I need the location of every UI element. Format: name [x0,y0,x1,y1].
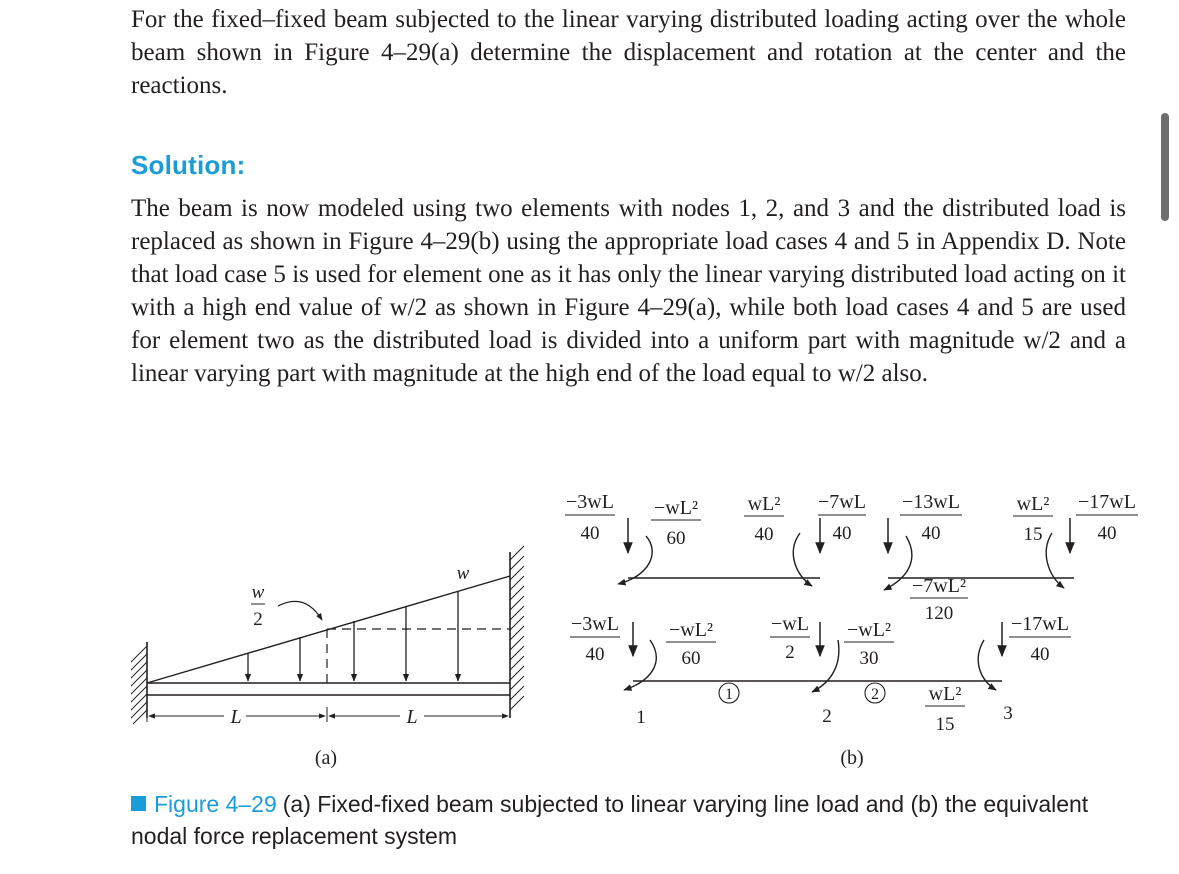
c-f3-num: −17wL [1011,613,1069,635]
part-b-label: (b) [840,747,864,769]
load-left-denominator: 2 [253,609,263,630]
part-b [618,518,1074,703]
c-m1-num: −wL² [669,619,713,641]
beam-diagram [120,470,1160,775]
e1-m2-num: wL² [747,493,781,515]
element-1-label: 1 [725,686,733,703]
figure-4-29 [120,470,1160,780]
part-b-labels [565,491,1138,769]
e1-f2-num: −7wL [818,491,866,513]
figure-caption [131,788,1121,852]
c-f2-den: 2 [785,642,795,663]
span-right-label: L [406,706,418,728]
caption-figure-label: Figure 4–29 [154,791,277,817]
c-m2-num: −wL² [847,619,891,641]
e1-f1-num: −3wL [566,491,614,513]
e1-f1-den: 40 [580,523,600,544]
c-f2-num: −wL [771,613,809,635]
c-m3-num: wL² [928,683,962,705]
e1-m1-den: 60 [666,528,686,549]
c-f1-den: 40 [585,644,605,665]
solution-heading: Solution: [131,150,246,180]
span-left-label: L [230,706,242,728]
part-a-label: (a) [314,747,338,769]
load-right-label: w [456,563,470,584]
e1-f2-den: 40 [832,523,852,544]
scrollbar-thumb[interactable] [1161,113,1169,221]
c-m3-den: 15 [935,714,955,735]
solution-paragraph: The beam is now modeled using two elements with nodes 1, 2, and 3 and the distributed load is replaced as shown in Figure 4–29(b) using the appropriate load cases 4 and 5 in Appendix D. Note that load case 5 is used for element one as it has only the linear varying distributed load acting on it with a high end value of w/2 as shown in Figure 4–29(a), while both load cases 4 and 5 are used for element two as the distributed load is divided into a uniform part with magnitude w/2 and a linear varying part with magnitude at the high end of the load equal to w/2 also. [131,195,1126,387]
c-f1-num: −3wL [571,613,619,635]
element-2-label: 2 [871,686,879,703]
e2-m1-num: −7wL² [912,575,966,597]
e1-m1-num: −wL² [654,497,698,519]
node-3-label: 3 [1003,703,1013,724]
e2-m1-den: 120 [924,603,954,624]
c-m1-den: 60 [681,648,701,669]
node-2-label: 2 [822,706,832,727]
part-a-labels [229,563,469,769]
caption-square-icon [131,796,146,811]
problem-statement: For the fixed–fixed beam subjected to the linear varying distributed loading acting over the whole beam shown in Figure 4–29(a) determine the displacement and rotation at the center and the reactions. [131,6,1126,99]
c-f3-den: 40 [1030,644,1050,665]
e2-f2-num: −17wL [1078,491,1136,513]
e2-f1-num: −13wL [902,491,960,513]
node-1-label: 1 [636,707,646,728]
e1-m2-den: 40 [754,524,774,545]
load-left-numerator: w [251,582,265,603]
e2-f2-den: 40 [1097,523,1117,544]
e2-m2-num: wL² [1016,493,1050,515]
e2-f1-den: 40 [921,523,941,544]
caption-text: (a) Fixed-fixed beam subjected to linear varying line load and (b) the equivalent nodal force replacement system [131,791,1089,849]
e2-m2-den: 15 [1023,524,1043,545]
c-m2-den: 30 [859,648,879,669]
